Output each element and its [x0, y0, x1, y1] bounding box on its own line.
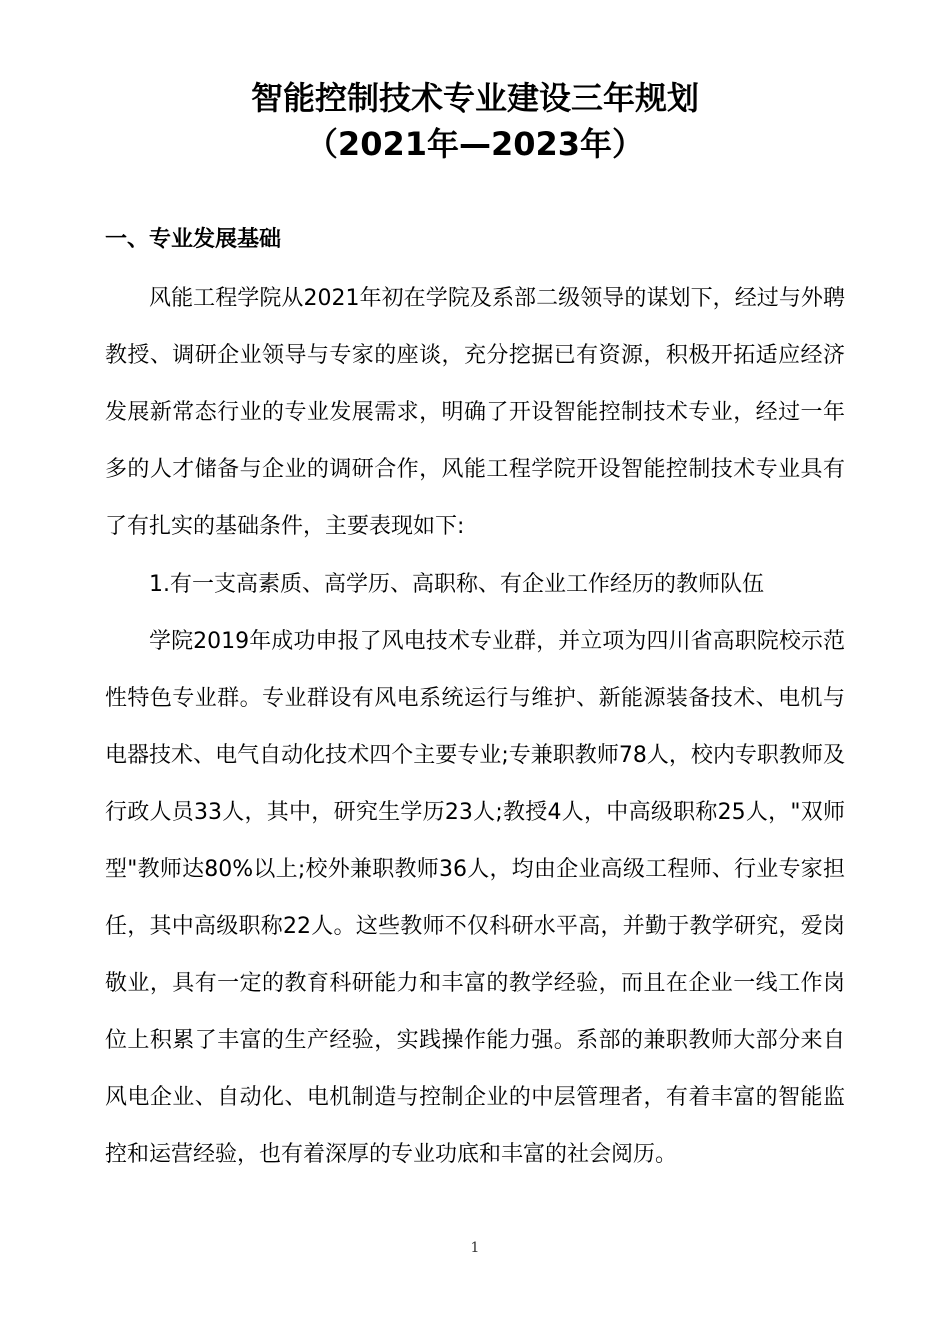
subheading-teacher-team: 1.有一支高素质、高学历、高职称、有企业工作经历的教师队伍 — [149, 572, 764, 597]
section-heading: 一、专业发展基础 — [105, 227, 282, 252]
paragraph-intro: 风能工程学院从2021年初在学院及系部二级领导的谋划下，经过与外聘教授、调研企业领导与专家的座谈，充分挖据已有资源，积极开拓适应经济发展新常态行业的专业发展需求，明确了开设智能控制技术专业，经过一年多的人才储备与企业的调研合作，风能工程学院开设智能控制技术专业具有了有扎实的基础条件，主要表现如下: — [105, 286, 845, 539]
document-title: 智能控制技术专业建设三年规划 — [250, 79, 699, 117]
paragraph-teacher-team: 学院2019年成功申报了风电技术专业群，并立项为四川省高职院校示范性特色专业群。专业群设有风电系统运行与维护、新能源装备技术、电机与电器技术、电气自动化技术四个主要专业;专兼职教师78人，校内专职教师及行政人员33人，其中，研究生学历23人;教授4人，中高级职称25人，"双师型"教师达80%以上;校外兼职教师36人，均由企业高级工程师、行业专家担任，其中高级职称22人。这些教师不仅科研水平高，并勤于教学研究，爱岗敬业，具有一定的教育科研能力和丰富的教学经验，而且在企业一线工作岗位上积累了丰富的生产经验，实践操作能力强。系部的兼职教师大部分来自风电企业、自动化、电机制造与控制企业的中层管理者，有着丰富的智能监控和运营经验，也有着深厚的专业功底和丰富的社会阅历。 — [105, 629, 845, 1167]
page-number: 1 — [470, 1240, 480, 1256]
document-subtitle-years: （2021年—2023年） — [305, 125, 645, 163]
